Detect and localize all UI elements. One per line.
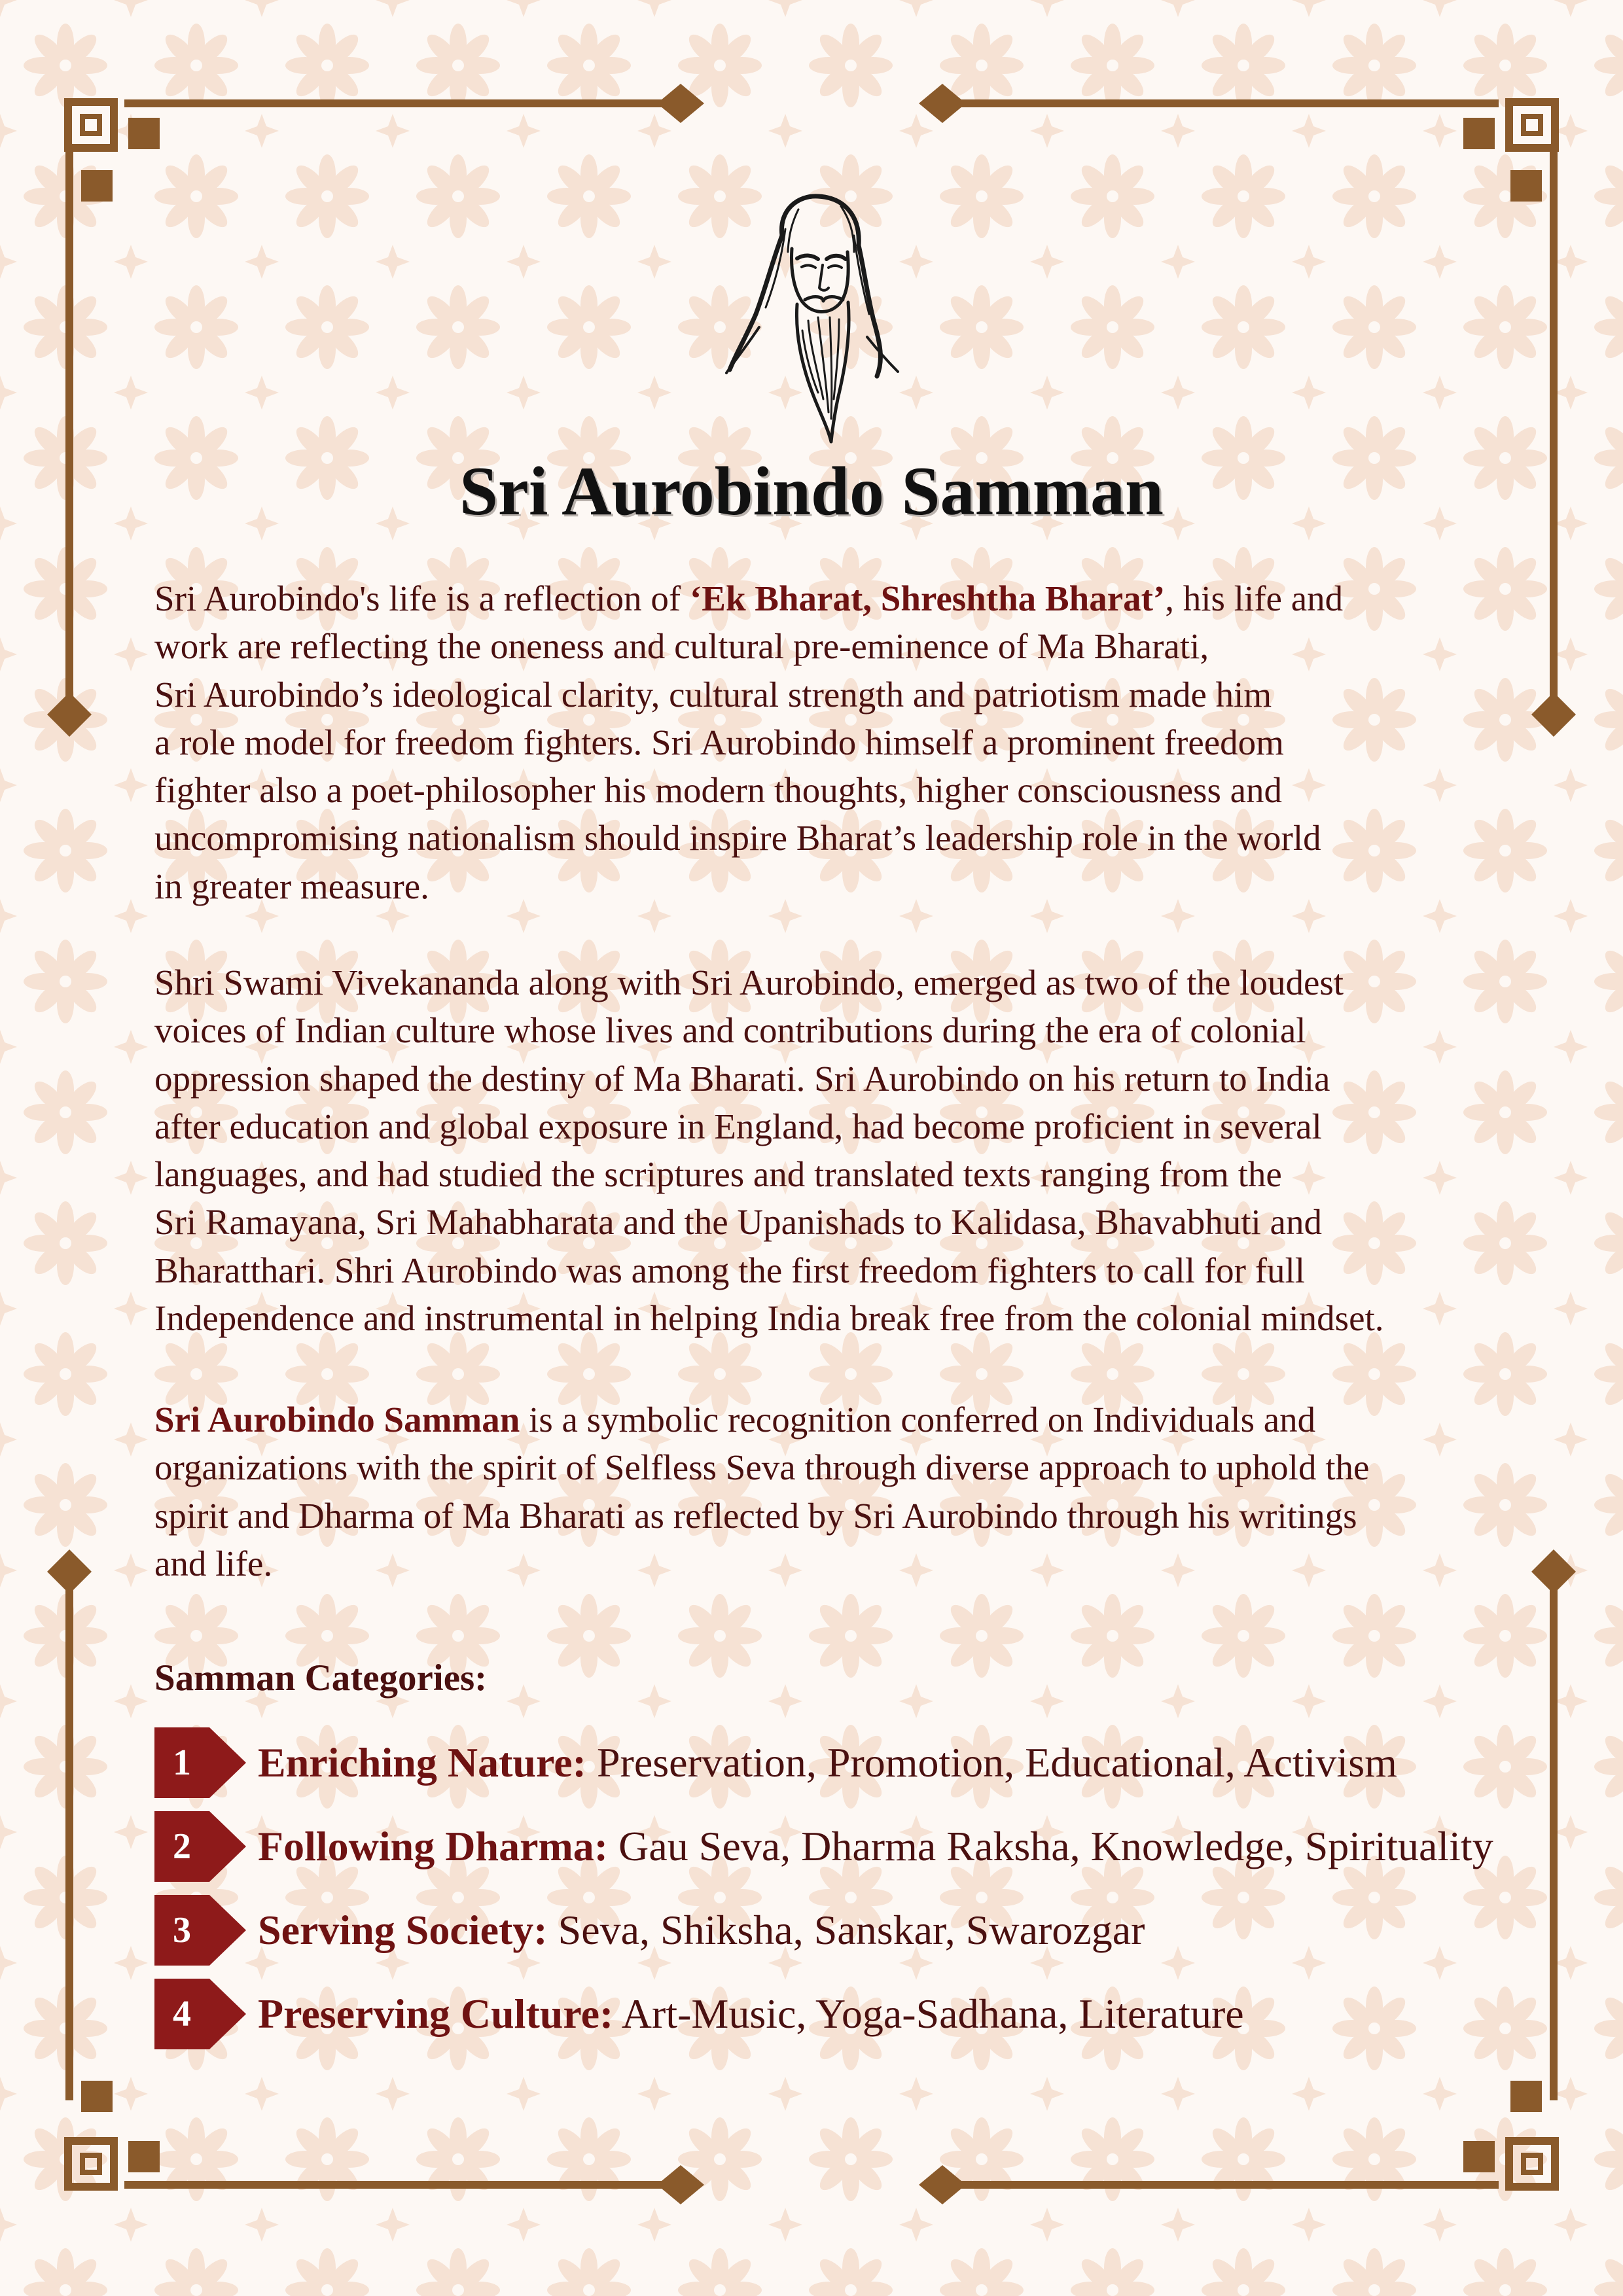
page-title: Sri Aurobindo Samman [459, 453, 1164, 529]
intro-paragraph [154, 574, 1522, 910]
category-number: 1 [173, 1742, 191, 1783]
history-paragraph [154, 959, 1522, 1342]
category-item [154, 1811, 1529, 1882]
text-run: Sri Aurobindo’s ideological clarity, cultural strength and patriotism made him [154, 674, 1272, 715]
text-run: Sri Aurobindo's life is a reflection of [154, 578, 690, 618]
category-text [258, 1979, 1244, 2049]
emphasis-text: Sri Aurobindo Samman [154, 1400, 520, 1439]
text-run: , his life and [1165, 578, 1344, 618]
text-run: Sri Ramayana, Sri Mahabharata and the Upanishads to Kalidasa, Bhavabhuti and [154, 1202, 1322, 1243]
category-name: Preserving Culture: [258, 1990, 614, 2037]
paragraph-line [154, 1294, 1522, 1342]
category-item [154, 1895, 1529, 1966]
category-item [154, 1979, 1529, 2049]
text-run: Shri Swami Vivekananda along with Sri Aurobindo, emerged as two of the loudest [154, 963, 1344, 1002]
text-run: a role model for freedom fighters. Sri Aurobindo himself a prominent freedom [154, 722, 1284, 762]
paragraph-line [154, 1492, 1522, 1540]
paragraph-line [154, 1103, 1522, 1150]
category-description: Preservation, Promotion, Educational, Activism [586, 1739, 1397, 1786]
category-item [154, 1727, 1529, 1798]
paragraph-line [154, 1540, 1522, 1587]
text-run: fighter also a poet-philosopher his modern thoughts, higher consciousness and [154, 770, 1283, 811]
paragraph-line [154, 1055, 1522, 1103]
category-text [258, 1895, 1145, 1966]
category-name: Serving Society: [258, 1907, 548, 1953]
text-run: after education and global exposure in England, had become proficient in several [154, 1106, 1322, 1146]
category-text [258, 1727, 1397, 1798]
paragraph-line [154, 1150, 1522, 1198]
text-run: Independence and instrumental in helping India break free from the colonial mindset. [154, 1298, 1384, 1339]
emphasis-text: ‘Ek Bharat, Shreshtha Bharat’ [689, 578, 1166, 618]
text-run: voices of Indian culture whose lives and contributions during the era of colonial [154, 1010, 1306, 1051]
paragraph-line [154, 1006, 1522, 1054]
text-run: uncompromising nationalism should inspire Bharat’s leadership role in the world [154, 818, 1321, 858]
paragraph-line [154, 1396, 1522, 1443]
paragraph-line [154, 622, 1522, 670]
paragraph-line [154, 1246, 1522, 1294]
text-run: work are reflecting the oneness and cultural pre-eminence of Ma Bharati, [154, 626, 1209, 667]
paragraph-line [154, 862, 1522, 910]
paragraph-line [154, 718, 1522, 766]
paragraph-line [154, 959, 1522, 1006]
category-name: Following Dharma: [258, 1823, 609, 1869]
category-description: Art-Music, Yoga-Sadhana, Literature [613, 1990, 1244, 2037]
category-number: 2 [173, 1826, 191, 1867]
text-run: is a symbolic recognition conferred on Individuals and [520, 1400, 1316, 1439]
paragraph-line [154, 766, 1522, 814]
category-number: 3 [173, 1910, 191, 1951]
sri-aurobindo-portrait-icon [720, 190, 903, 445]
category-description: Gau Seva, Dharma Raksha, Knowledge, Spirituality [608, 1823, 1493, 1869]
samman-description-paragraph [154, 1396, 1522, 1587]
text-run: Bharatthari. Shri Aurobindo was among the first freedom fighters to call for full [154, 1250, 1306, 1290]
paragraph-line [154, 814, 1522, 862]
paragraph-line [154, 1443, 1522, 1491]
text-run: organizations with the spirit of Selfless Seva through diverse approach to uphold the [154, 1447, 1370, 1488]
text-run: oppression shaped the destiny of Ma Bharati. Sri Aurobindo on his return to India [154, 1058, 1330, 1099]
paragraph-line [154, 671, 1522, 718]
paragraph-line [154, 574, 1522, 622]
category-number: 4 [173, 1994, 191, 2034]
categories-heading: Samman Categories: [154, 1657, 488, 1699]
category-description: Seva, Shiksha, Sanskar, Swarozgar [547, 1907, 1145, 1953]
text-run: in greater measure. [154, 866, 429, 906]
text-run: and life. [154, 1543, 273, 1583]
category-text [258, 1811, 1493, 1882]
text-run: languages, and had studied the scriptures and translated texts ranging from the [154, 1154, 1282, 1195]
category-name: Enriching Nature: [258, 1739, 586, 1786]
paragraph-line [154, 1198, 1522, 1246]
text-run: spirit and Dharma of Ma Bharati as reflected by Sri Aurobindo through his writings [154, 1495, 1357, 1536]
